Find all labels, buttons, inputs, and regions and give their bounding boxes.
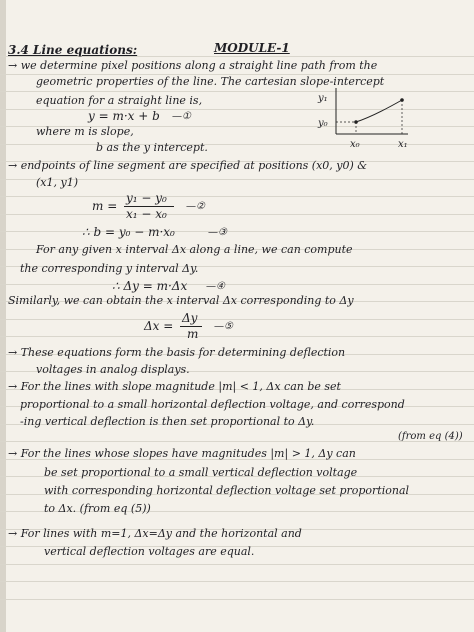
graph-label-y1: y₁ (318, 93, 328, 104)
text-line: → For the lines whose slopes have magnitudes |m| > 1, Δy can (8, 447, 356, 460)
equation-3-number: —③ (208, 227, 227, 238)
equation-5-denominator: m (187, 327, 199, 341)
ruled-line (0, 214, 474, 215)
text-line: vertical deflection voltages are equal. (44, 545, 255, 558)
text-line: → For the lines with slope magnitude |m| < 1, Δx can be set (8, 380, 341, 393)
text-line: with corresponding horizontal deflection voltage set proportional (44, 484, 410, 497)
equation-2-number: —② (186, 201, 205, 212)
module-title: MODULE-1 (214, 41, 290, 55)
equation-2-numerator: y₁ − y₀ (126, 191, 167, 205)
text-line: (x1, y1) (36, 176, 78, 189)
ruled-line (0, 196, 474, 197)
ruled-line (0, 336, 474, 337)
text-line: the corresponding y interval Δy. (20, 262, 199, 275)
text-line: b as the y intercept. (96, 141, 208, 154)
graph-label-x0: x₀ (350, 139, 360, 150)
text-line: → For lines with m=1, Δx=Δy and the horizontal and (8, 527, 302, 540)
text-line: geometric properties of the line. The cartesian slope-intercept (36, 75, 385, 88)
equation-5-numerator: Δy (182, 311, 198, 325)
text-line: equation for a straight line is, (36, 94, 203, 107)
equation-2-denominator: x₁ − x₀ (126, 207, 167, 221)
text-line: to Δx. (from eq (5)) (44, 502, 151, 515)
text-line: Similarly, we can obtain the x interval Δx corresponding to Δy (8, 294, 354, 307)
text-line: be set proportional to a small vertical deflection voltage (44, 466, 358, 479)
ruled-line (0, 599, 474, 600)
equation-5-number: —⑤ (214, 321, 233, 332)
ruled-line (0, 581, 474, 582)
page-edge (0, 0, 6, 632)
equation-5-lhs: Δx = (144, 319, 174, 333)
graph-label-y0: y₀ (318, 118, 328, 129)
text-line: proportional to a small horizontal deflection voltage, and correspond (20, 398, 405, 411)
section-title: 3.4 Line equations: (8, 43, 138, 57)
equation-4: ∴ Δy = m·Δx (112, 279, 188, 293)
ruled-line (0, 284, 474, 285)
equation-1-number: —① (172, 111, 191, 122)
equation-1: y = m·x + b (88, 109, 160, 123)
text-line: → These equations form the basis for determining deflection (8, 346, 346, 359)
text-line: where m is slope, (36, 125, 134, 138)
text-line: voltages in analog displays. (36, 363, 190, 376)
text-line: -ing vertical deflection is then set proportional to Δy. (20, 415, 315, 428)
equation-4-number: —④ (206, 281, 225, 292)
text-line: (from eq (4)) (398, 431, 463, 442)
ruled-line (0, 231, 474, 232)
text-line: → we determine pixel positions along a straight line path from the (8, 59, 378, 72)
text-line: → endpoints of line segment are specified at positions (x0, y0) & (8, 159, 368, 172)
graph-label-x1: x₁ (398, 139, 408, 150)
equation-3: ∴ b = y₀ − m·x₀ (82, 225, 175, 239)
ruled-line (0, 564, 474, 565)
text-line: For any given x interval Δx along a line, we can compute (36, 243, 353, 256)
ruled-line (0, 319, 474, 320)
equation-2-lhs: m = (92, 199, 118, 213)
